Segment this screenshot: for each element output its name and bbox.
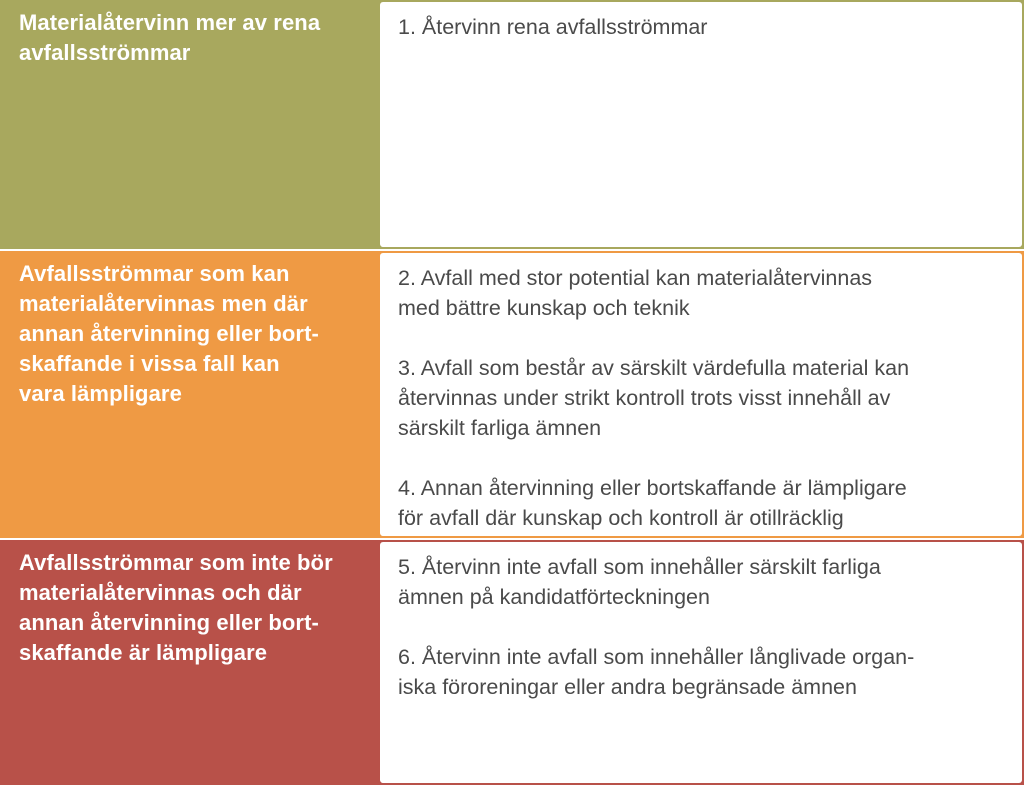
list-item: [398, 473, 1004, 533]
item-panel: [380, 2, 1022, 247]
item-text-line: iska föroreningar eller andra begränsade ämnen: [398, 675, 857, 699]
category-label-line: annan återvinning eller bort-: [19, 321, 319, 346]
item-text-line: med bättre kunskap och teknik: [398, 296, 690, 320]
item-text-line: ämnen på kandidatförteckningen: [398, 585, 710, 609]
category-label: [0, 540, 380, 785]
item-text-line: 3. Avfall som består av särskilt värdefulla material kan: [398, 356, 910, 380]
category-label-line: skaffande i vissa fall kan: [19, 351, 280, 376]
category-row-conditional-recycling: [0, 251, 1024, 538]
category-label-line: Avfallsströmmar som kan: [19, 261, 290, 286]
item-text-line: 6. Återvinn inte avfall som innehåller långlivade organ-: [398, 645, 915, 669]
item-text-line: särskilt farliga ämnen: [398, 416, 602, 440]
item-text-line: 1. Återvinn rena avfallsströmmar: [398, 15, 708, 39]
item-panel: [380, 542, 1022, 783]
list-item: [398, 263, 1004, 323]
category-label: [0, 251, 380, 538]
category-label-line: materialåtervinnas och där: [19, 580, 302, 605]
category-label: [0, 0, 380, 249]
list-item: [398, 12, 1004, 42]
item-text-line: 2. Avfall med stor potential kan materialåtervinnas: [398, 266, 873, 290]
category-label-line: skaffande är lämpligare: [19, 640, 268, 665]
list-item: [398, 642, 1004, 702]
category-label-line: Materialåtervinn mer av rena: [19, 10, 321, 35]
item-text-line: för avfall där kunskap och kontroll är otillräcklig: [398, 506, 844, 530]
category-label-line: Avfallsströmmar som inte bör: [19, 550, 333, 575]
category-label-line: avfallsströmmar: [19, 40, 191, 65]
item-text-line: 5. Återvinn inte avfall som innehåller särskilt farliga: [398, 555, 881, 579]
category-label-line: materialåtervinnas men där: [19, 291, 308, 316]
category-row-clean-streams: [0, 0, 1024, 249]
list-item: [398, 353, 1004, 443]
item-panel: [380, 253, 1022, 536]
category-row-no-recycling: [0, 540, 1024, 785]
item-text-line: återvinnas under strikt kontroll trots visst innehåll av: [398, 386, 891, 410]
item-text-line: 4. Annan återvinning eller bortskaffande är lämpligare: [398, 476, 907, 500]
category-label-line: vara lämpligare: [19, 381, 182, 406]
list-item: [398, 552, 1004, 612]
category-label-line: annan återvinning eller bort-: [19, 610, 319, 635]
